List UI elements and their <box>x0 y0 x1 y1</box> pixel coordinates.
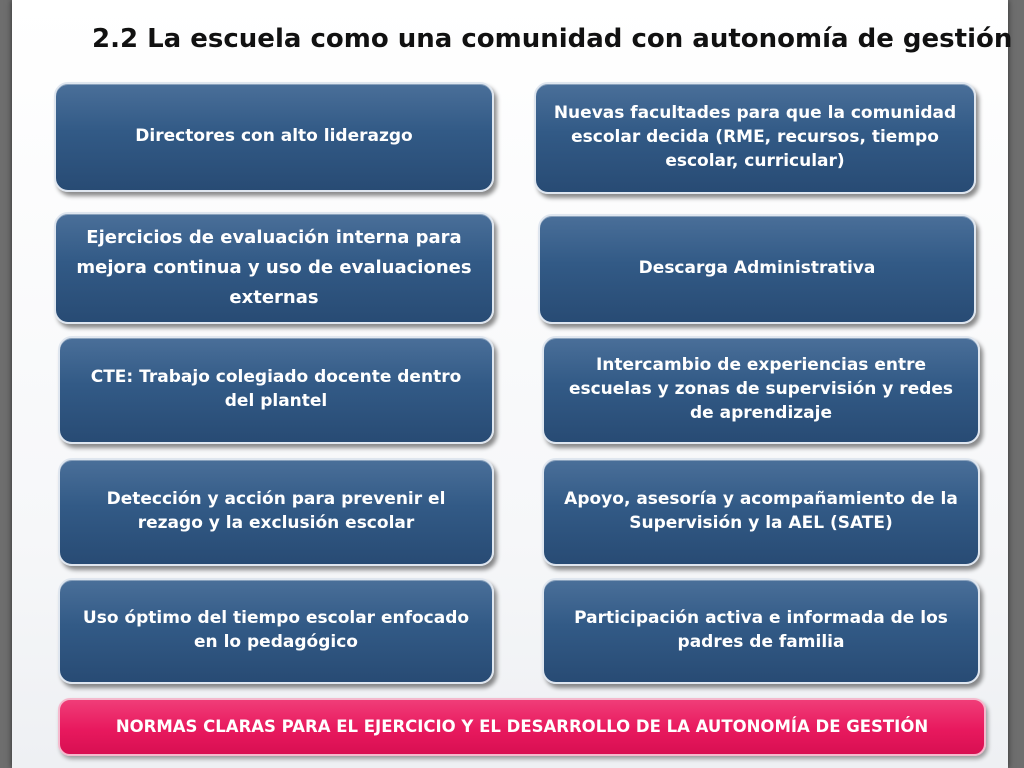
box-label: Participación activa e informada de los padres de familia <box>574 608 948 652</box>
box-label: Descarga Administrativa <box>638 258 876 279</box>
box-label: Directores con alto liderazgo <box>135 126 413 147</box>
box-deteccion <box>58 458 494 566</box>
box-directores <box>54 82 494 192</box>
box-cte <box>58 336 494 444</box>
box-apoyo <box>542 458 980 566</box>
box-participacion <box>542 578 980 684</box>
box-label: Uso óptimo del tiempo escolar enfocado en lo pedagógico <box>82 608 470 652</box>
box-label: Detección y acción para prevenir el rezago y la exclusión escolar <box>106 489 446 533</box>
box-evaluacion <box>54 212 494 324</box>
box-label: Apoyo, asesoría y acompañamiento de la Supervisión y la AEL (SATE) <box>564 489 958 533</box>
footer-banner <box>58 698 986 756</box>
slide-title: 2.2 La escuela como una comunidad con autonomía de gestión <box>92 24 1013 54</box>
box-label: CTE: Trabajo colegiado docente dentro del plantel <box>90 367 462 411</box>
box-label: Nuevas facultades para que la comunidad escolar decida (RME, recursos, tiempo escolar, curricular) <box>553 103 957 171</box>
banner-label: NORMAS CLARAS PARA EL EJERCICIO Y EL DESARROLLO DE LA AUTONOMÍA DE GESTIÓN <box>115 716 929 736</box>
box-facultades <box>534 82 976 194</box>
box-label: Intercambio de experiencias entre escuelas y zonas de supervisión y redes de aprendizaje <box>568 355 954 423</box>
box-intercambio <box>542 336 980 444</box>
slide <box>12 0 1013 768</box>
box-descarga <box>538 214 976 324</box>
box-label: Ejercicios de evaluación interna para mejora continua y uso de evaluaciones externas <box>76 227 472 308</box>
box-tiempo <box>58 578 494 684</box>
